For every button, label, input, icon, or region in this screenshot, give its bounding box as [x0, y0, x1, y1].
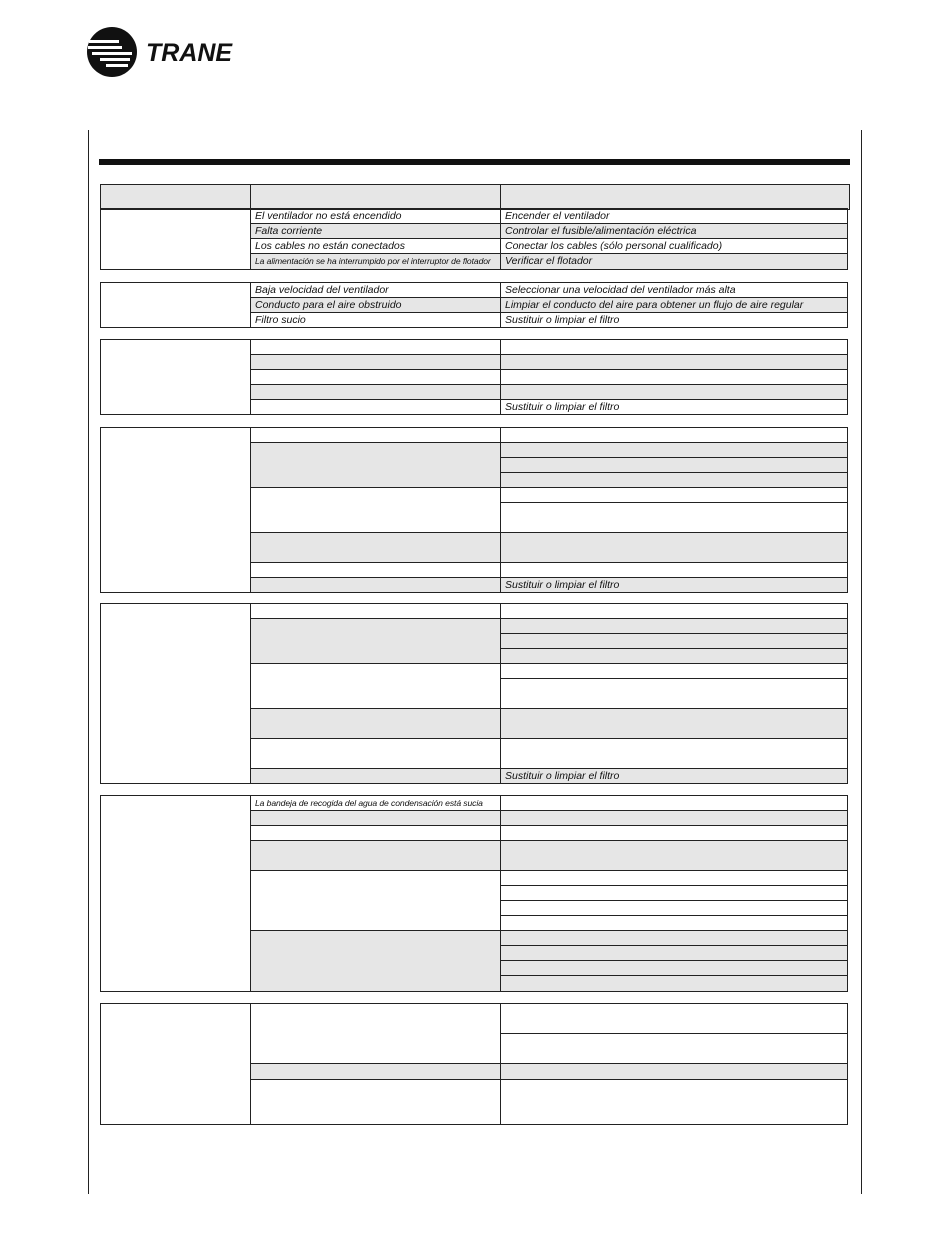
- cause-cell: [251, 1004, 500, 1064]
- remedy-cell: [501, 443, 847, 458]
- remedy-cell: Conectar los cables (sólo personal cualificado): [501, 239, 847, 254]
- remedy-cell: [501, 841, 847, 871]
- trane-emblem-icon: [86, 26, 138, 78]
- remedy-cell: [501, 709, 847, 739]
- cause-cell: [251, 370, 500, 385]
- cause-cell: La alimentación se ha interrumpido por el interruptor de flotador: [251, 254, 500, 269]
- remedy-cell: [501, 488, 847, 503]
- cause-cell: [251, 578, 500, 592]
- remedy-cell: [501, 385, 847, 400]
- cause-cell: [251, 604, 500, 619]
- cause-cell: [251, 769, 500, 783]
- remedy-cell: [501, 473, 847, 488]
- brand-name: TRANE: [146, 39, 233, 67]
- remedy-cell: Seleccionar una velocidad del ventilador más alta: [501, 283, 847, 298]
- remedy-cell: Controlar el fusible/alimentación eléctrica: [501, 224, 847, 239]
- table-header: [100, 184, 850, 210]
- remedy-cell: [501, 946, 847, 961]
- trane-logo: [86, 26, 238, 80]
- cause-cell: [251, 563, 500, 578]
- remedy-cell: [501, 1004, 847, 1034]
- left-margin-line: [88, 130, 89, 1194]
- troubleshoot-block-7: [100, 1003, 848, 1125]
- remedy-cell: Verificar el flotador: [501, 254, 847, 269]
- remedy-cell: [501, 634, 847, 649]
- remedy-cell: [501, 679, 847, 709]
- cause-cell: [251, 931, 500, 991]
- remedy-cell: Limpiar el conducto del aire para obtener un flujo de aire regular: [501, 298, 847, 313]
- remedy-cell: Sustituir o limpiar el filtro: [501, 769, 847, 783]
- remedy-cell: [501, 355, 847, 370]
- right-margin-line: [861, 130, 862, 1194]
- cause-cell: [251, 826, 500, 841]
- remedy-cell: [501, 886, 847, 901]
- remedy-cell: [501, 739, 847, 769]
- troubleshoot-block-3: [100, 339, 848, 415]
- remedy-cell: Sustituir o limpiar el filtro: [501, 578, 847, 592]
- cause-cell: [251, 811, 500, 826]
- remedy-cell: [501, 1080, 847, 1124]
- cause-cell: Falta corriente: [251, 224, 500, 239]
- cause-cell: [251, 871, 500, 931]
- remedy-cell: [501, 370, 847, 385]
- remedy-cell: [501, 961, 847, 976]
- cause-cell: [251, 428, 500, 443]
- top-rule: [99, 159, 850, 165]
- remedy-cell: [501, 503, 847, 533]
- remedy-cell: [501, 1064, 847, 1080]
- remedy-cell: [501, 649, 847, 664]
- header-col-cause: [251, 185, 501, 209]
- cause-cell: [251, 1080, 500, 1124]
- cause-cell: [251, 355, 500, 370]
- troubleshoot-block-4: [100, 427, 848, 593]
- remedy-cell: Sustituir o limpiar el filtro: [505, 314, 620, 326]
- cause-cell: Filtro sucio: [255, 314, 306, 326]
- troubleshoot-block-6: [100, 795, 848, 992]
- cause-cell: Baja velocidad del ventilador: [251, 283, 500, 298]
- remedy-cell: [501, 340, 847, 355]
- cause-cell: [251, 443, 500, 488]
- cause-cell: [251, 385, 500, 400]
- cause-cell: [251, 664, 500, 709]
- remedy-cell: [501, 871, 847, 886]
- remedy-cell: [501, 976, 847, 991]
- cause-cell: [251, 488, 500, 533]
- remedy-cell: Encender el ventilador: [501, 209, 847, 224]
- troubleshoot-block-5: [100, 603, 848, 784]
- remedy-cell: [501, 664, 847, 679]
- remedy-cell: [501, 826, 847, 841]
- remedy-cell: [501, 604, 847, 619]
- remedy-cell: [501, 428, 847, 443]
- remedy-cell: [501, 901, 847, 916]
- cause-cell: Conducto para el aire obstruido: [251, 298, 500, 313]
- cause-cell: Los cables no están conectados: [251, 239, 500, 254]
- remedy-cell: [501, 1034, 847, 1064]
- cause-cell: [251, 739, 500, 769]
- remedy-cell: [501, 916, 847, 931]
- cause-cell: [251, 400, 500, 414]
- remedy-cell: [501, 931, 847, 946]
- header-col-remedy: [501, 185, 849, 209]
- cause-cell: La bandeja de recogida del agua de condensación está sucia: [251, 796, 500, 811]
- troubleshoot-block-1: [100, 208, 848, 270]
- header-col-problem: [101, 185, 251, 209]
- cause-cell: [251, 1064, 500, 1080]
- remedy-cell: Sustituir o limpiar el filtro: [505, 401, 620, 413]
- remedy-cell: [501, 619, 847, 634]
- cause-cell: [251, 841, 500, 871]
- remedy-cell: [501, 796, 847, 811]
- cause-cell: [251, 533, 500, 563]
- remedy-cell: [501, 533, 847, 563]
- cause-cell: El ventilador no está encendido: [251, 209, 500, 224]
- remedy-cell: [501, 458, 847, 473]
- cause-cell: [251, 709, 500, 739]
- cause-cell: [251, 619, 500, 664]
- cause-cell: [251, 340, 500, 355]
- remedy-cell: [501, 811, 847, 826]
- troubleshoot-block-2: [100, 282, 848, 328]
- remedy-cell: [501, 563, 847, 578]
